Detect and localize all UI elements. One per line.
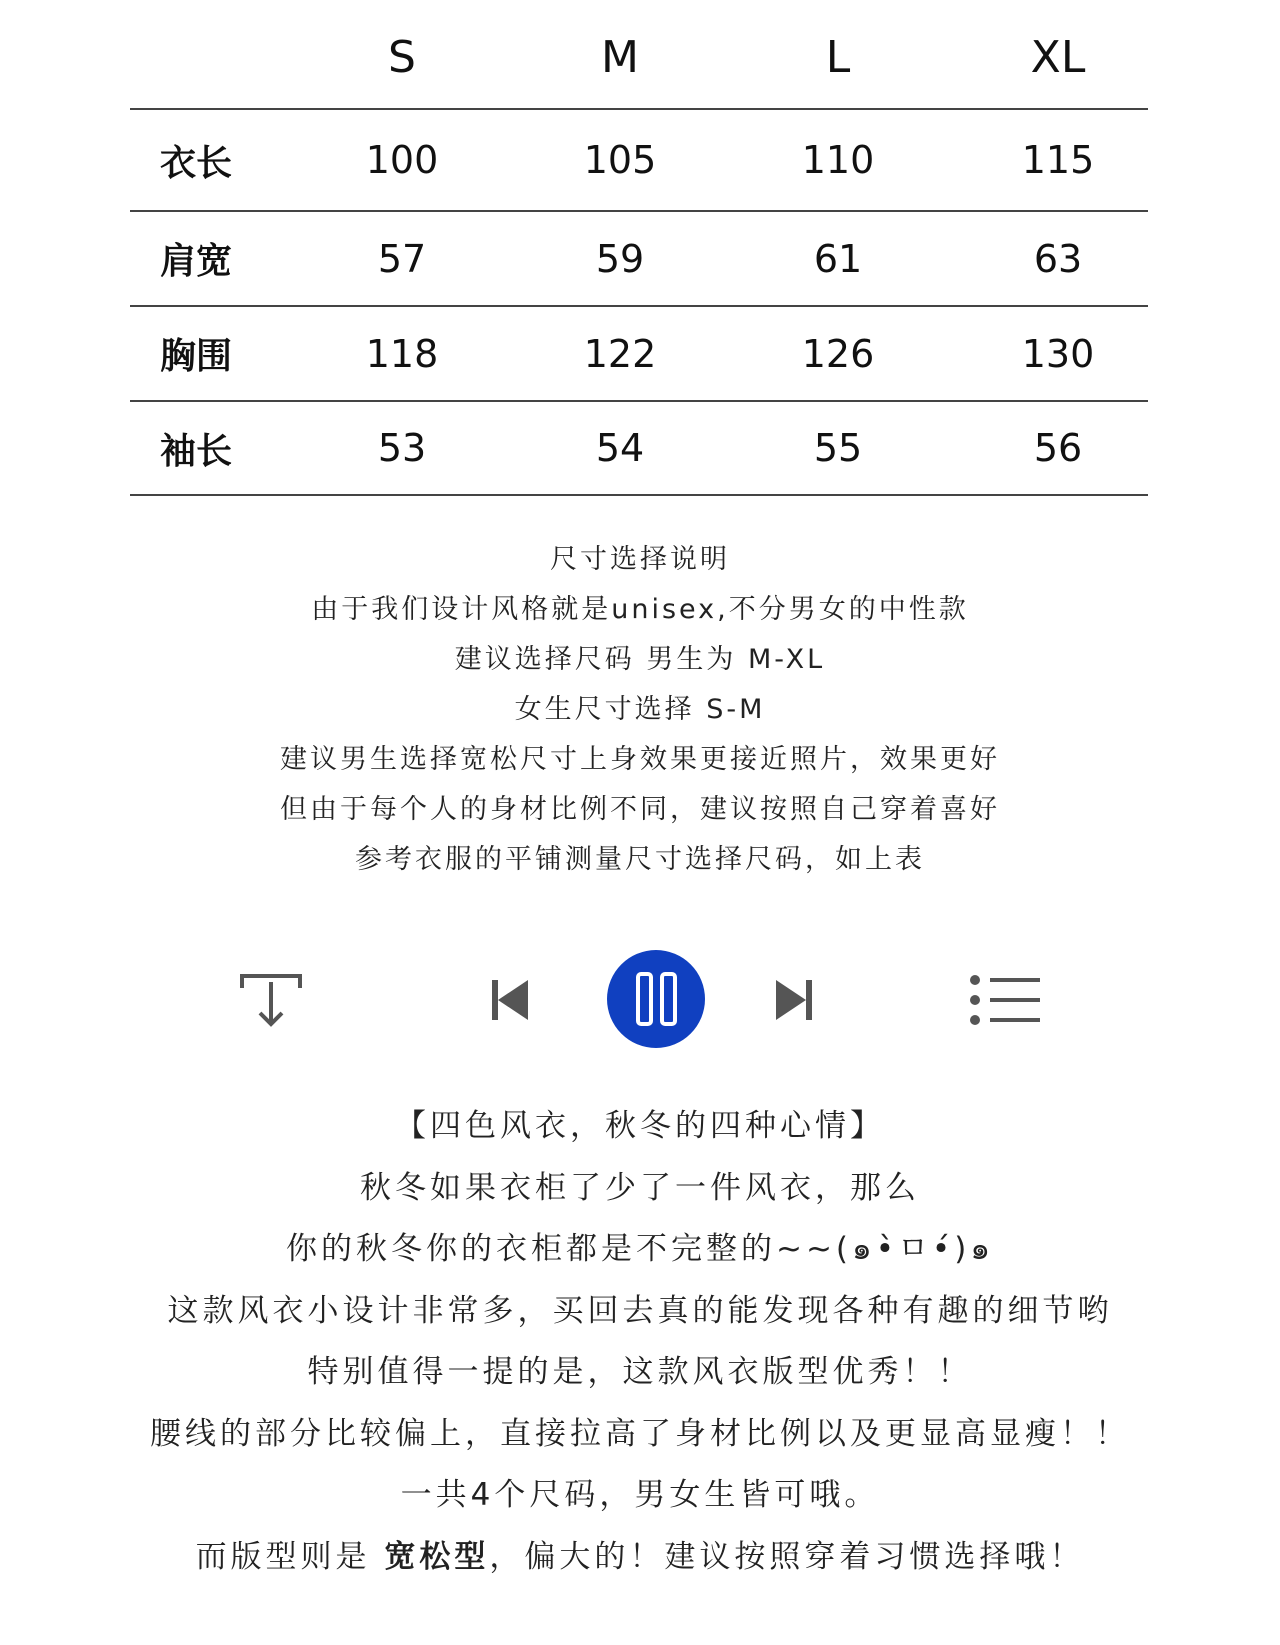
table-row — [130, 307, 1148, 402]
playlist-button[interactable] — [968, 970, 1044, 1030]
table-cell: 54 — [595, 426, 645, 470]
description-line: 一共4个尺码，男女生皆可哦。 — [400, 1477, 880, 1513]
size-guide-line: 建议男生选择宽松尺寸上身效果更接近照片，效果更好 — [280, 744, 1000, 775]
description-line: 秋冬如果衣柜了少了一件风衣，那么 — [360, 1169, 920, 1206]
table-row — [130, 402, 1148, 496]
size-guide-title: 尺寸选择说明 — [550, 544, 730, 575]
table-row — [130, 212, 1148, 307]
size-guide-line: 由于我们设计风格就是unisex,不分男女的中性款 — [311, 594, 969, 625]
previous-track-icon — [488, 970, 532, 1030]
table-cell: 59 — [595, 236, 645, 281]
fit-suffix: ，偏大的！建议按照穿着习惯选择哦！ — [489, 1538, 1085, 1575]
row-label: 袖长 — [160, 430, 233, 472]
description-line-fit — [0, 1527, 1280, 1589]
row-label: 胸围 — [160, 336, 233, 377]
description-line: 腰线的部分比较偏上，直接拉高了身材比例以及更显高显瘦！！ — [150, 1415, 1130, 1452]
next-track-button[interactable] — [772, 970, 816, 1030]
pause-button[interactable] — [607, 950, 705, 1048]
product-description — [0, 1096, 1280, 1588]
description-line: 你的秋冬你的衣柜都是不完整的~~(๑•̀ㅁ•́)๑ — [285, 1231, 994, 1267]
table-cell: 56 — [1033, 426, 1083, 470]
size-guide — [0, 535, 1280, 885]
description-line: 这款风衣小设计非常多，买回去真的能发现各种有趣的细节哟 — [167, 1292, 1113, 1329]
size-header-xl: XL — [1030, 31, 1086, 83]
table-cell: 100 — [365, 138, 439, 182]
next-track-icon — [772, 970, 816, 1030]
table-cell: 105 — [583, 138, 657, 182]
table-cell: 126 — [801, 331, 875, 376]
fit-emphasis: 宽松型 — [384, 1538, 490, 1575]
table-cell: 122 — [583, 331, 657, 376]
download-icon — [238, 970, 304, 1030]
table-row — [130, 110, 1148, 212]
pause-icon — [607, 950, 705, 1048]
table-cell: 110 — [801, 138, 875, 182]
previous-track-button[interactable] — [488, 970, 532, 1030]
size-header-s: S — [388, 31, 416, 83]
media-player-controls — [0, 950, 1280, 1050]
description-line: 特别值得一提的是，这款风衣版型优秀！！ — [307, 1354, 973, 1390]
table-cell: 61 — [813, 236, 863, 281]
table-cell: 55 — [813, 426, 863, 470]
table-cell: 57 — [377, 236, 427, 281]
row-label: 衣长 — [160, 142, 233, 184]
fit-prefix: 而版型则是 — [195, 1538, 385, 1575]
size-header-m: M — [601, 31, 639, 83]
size-guide-line: 但由于每个人的身材比例不同，建议按照自己穿着喜好 — [280, 794, 1000, 825]
row-label: 肩宽 — [160, 241, 233, 282]
size-table-header — [130, 0, 1148, 110]
table-cell: 53 — [377, 426, 427, 470]
table-cell: 63 — [1033, 236, 1083, 281]
table-cell: 118 — [365, 331, 439, 376]
size-guide-line: 参考衣服的平铺测量尺寸选择尺码，如上表 — [355, 844, 925, 875]
download-button[interactable] — [238, 970, 304, 1030]
size-guide-line: 女生尺寸选择 S-M — [514, 694, 766, 725]
table-cell: 115 — [1021, 138, 1095, 182]
size-table — [130, 0, 1148, 496]
playlist-icon — [968, 970, 1044, 1030]
size-header-l: L — [825, 31, 851, 83]
table-cell: 130 — [1021, 331, 1095, 376]
description-line: 【四色风衣，秋冬的四种心情】 — [395, 1108, 885, 1144]
size-guide-line: 建议选择尺码 男生为 M-XL — [454, 644, 826, 675]
